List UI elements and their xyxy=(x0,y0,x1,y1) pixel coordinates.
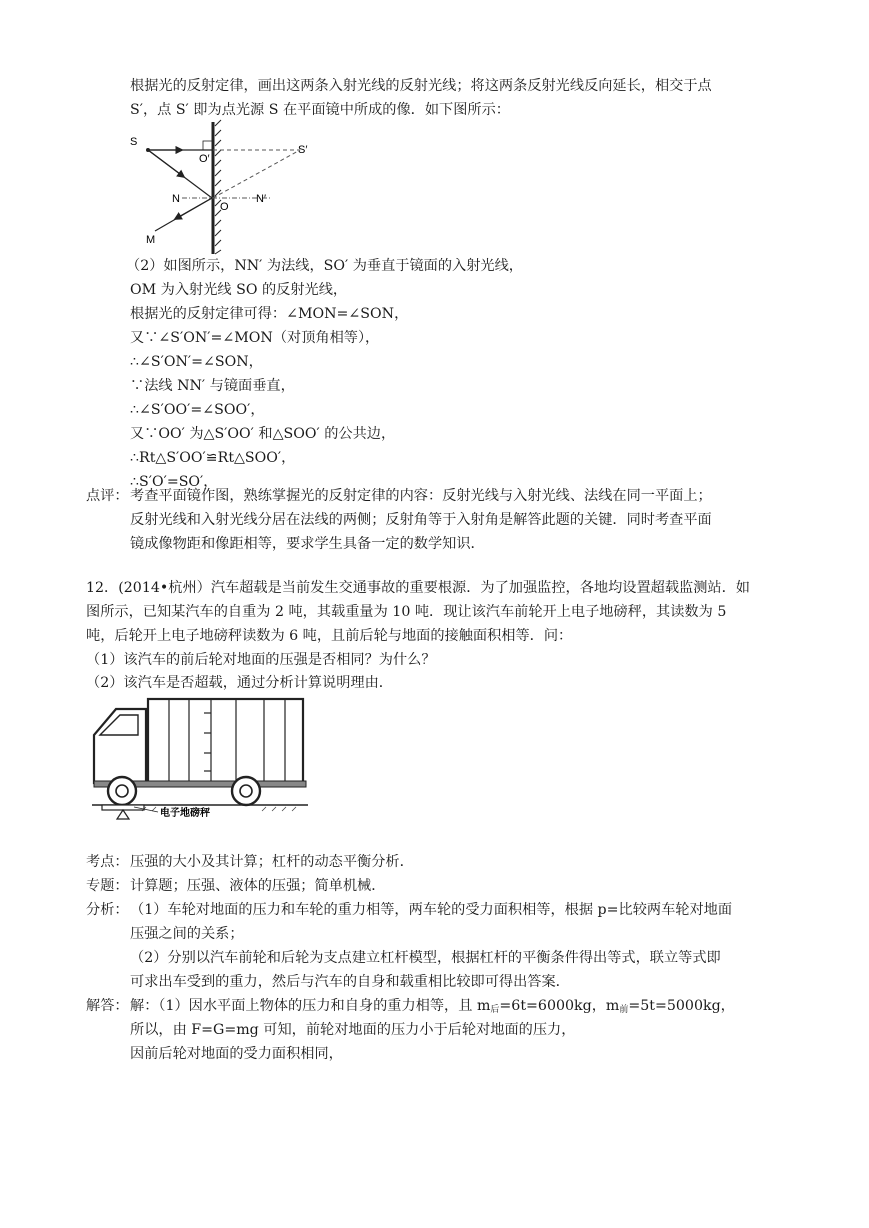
jieda-line-1-a: 解：（1）因水平面上物体的压力和自身的重力相等，且 m xyxy=(130,998,491,1014)
fenxi-line-1: （1）车轮对地面的压力和车轮的重力相等，两车轮的受力面积相等，根据 p=比较两车轮对地面 xyxy=(130,902,733,918)
label-n: N xyxy=(172,193,180,205)
q12-subq-1: （1）该汽车的前后轮对地面的压强是否相同？为什么？ xyxy=(86,652,436,668)
mirror-reflection-diagram xyxy=(120,118,360,258)
q12-subq-2: （2）该汽车是否超载，通过分析计算说明理由． xyxy=(86,675,393,691)
label-s-prime: S′ xyxy=(298,144,308,156)
comment-line-2: 反射光线和入射光线分居在法线的两侧；反射角等于入射角是解答此题的关键．同时考查平面 xyxy=(130,512,712,528)
intro-line-2: S′，点 S′ 即为点光源 S 在平面镜中所成的像．如下图所示： xyxy=(130,102,510,118)
comment-line-3: 镜成像物距和像距相等，要求学生具备一定的数学知识． xyxy=(130,536,485,552)
kaodian-label: 考点： xyxy=(86,854,129,870)
proof-line: ∵法线 NN′ 与镜面垂直， xyxy=(130,378,295,394)
label-o-prime: O′ xyxy=(199,153,210,165)
jieda-label: 解答： xyxy=(86,998,129,1014)
jieda-line-1-c: =5t=5000kg， xyxy=(628,998,735,1014)
comment-label: 点评： xyxy=(86,488,129,504)
zhuanti-label: 专题： xyxy=(86,878,129,894)
fenxi-line-4: 可求出车受到的重力，然后与汽车的自身和载重相比较即可得出答案． xyxy=(130,974,570,990)
proof-line: ∴S′O′=SO′， xyxy=(130,474,218,490)
fenxi-line-2: 压强之间的关系； xyxy=(130,926,244,942)
comment-line-1: 考查平面镜作图，熟练掌握光的反射定律的内容：反射光线与入射光线、法线在同一平面上； xyxy=(130,488,712,504)
jieda-line-3: 因前后轮对地面的受力面积相同， xyxy=(130,1046,343,1062)
proof-line: （2）如图所示，NN′ 为法线，SO′ 为垂直于镜面的入射光线， xyxy=(126,258,523,274)
truck-on-scale-diagram xyxy=(86,695,311,820)
proof-line: 又∵∠S′ON′=∠MON（对顶角相等）， xyxy=(130,330,380,346)
proof-line: ∴Rt△S′OO′≌Rt△SOO′， xyxy=(130,450,296,466)
label-n-prime: N′ xyxy=(256,193,267,205)
jieda-line-1-b: =6t=6000kg，m xyxy=(499,998,620,1014)
label-o: O xyxy=(220,201,229,213)
jieda-sub-rear: 后 xyxy=(490,1005,500,1015)
zhuanti-text: 计算题；压强、液体的压强；简单机械． xyxy=(130,878,386,894)
fenxi-label: 分析： xyxy=(86,902,129,918)
label-m: M xyxy=(146,234,156,246)
intro-line-1: 根据光的反射定律，画出这两条入射光线的反射光线；将这两条反射光线反向延长，相交于点 xyxy=(130,78,712,94)
label-s: S xyxy=(130,136,138,148)
proof-line: 又∵OO′ 为△S′OO′ 和△SOO′ 的公共边， xyxy=(130,426,396,442)
proof-line: 根据光的反射定律可得：∠MON=∠SON， xyxy=(130,306,409,322)
fenxi-line-3: （2）分别以汽车前轮和后轮为支点建立杠杆模型，根据杠杆的平衡条件得出等式，联立等式即 xyxy=(130,950,721,966)
proof-line: OM 为入射光线 SO 的反射光线， xyxy=(130,282,348,298)
proof-line: ∴∠S′ON′=∠SON， xyxy=(130,354,263,370)
q12-stem-line-2: 图所示，已知某汽车的自重为 2 吨，其载重量为 10 吨．现让该汽车前轮开上电子地磅秤，其读数为 5 xyxy=(86,604,727,620)
q12-stem-line-1: 12．(2014•杭州）汽车超载是当前发生交通事故的重要根源．为了加强监控，各地均设置超载监测站．如 xyxy=(86,580,750,596)
q12-stem-line-3: 吨，后轮开上电子地磅秤读数为 6 吨，且前后轮与地面的接触面积相等．问： xyxy=(86,628,573,644)
kaodian-text: 压强的大小及其计算；杠杆的动态平衡分析． xyxy=(130,854,414,870)
jieda-sub-front: 前 xyxy=(619,1005,629,1015)
jieda-line-2: 所以，由 F=G=mg 可知，前轮对地面的压力小于后轮对地面的压力， xyxy=(130,1022,576,1038)
proof-line: ∴∠S′OO′=∠SOO′， xyxy=(130,402,265,418)
scale-label: 电子地磅秤 xyxy=(160,808,210,819)
jieda-line-1 xyxy=(130,996,735,1020)
